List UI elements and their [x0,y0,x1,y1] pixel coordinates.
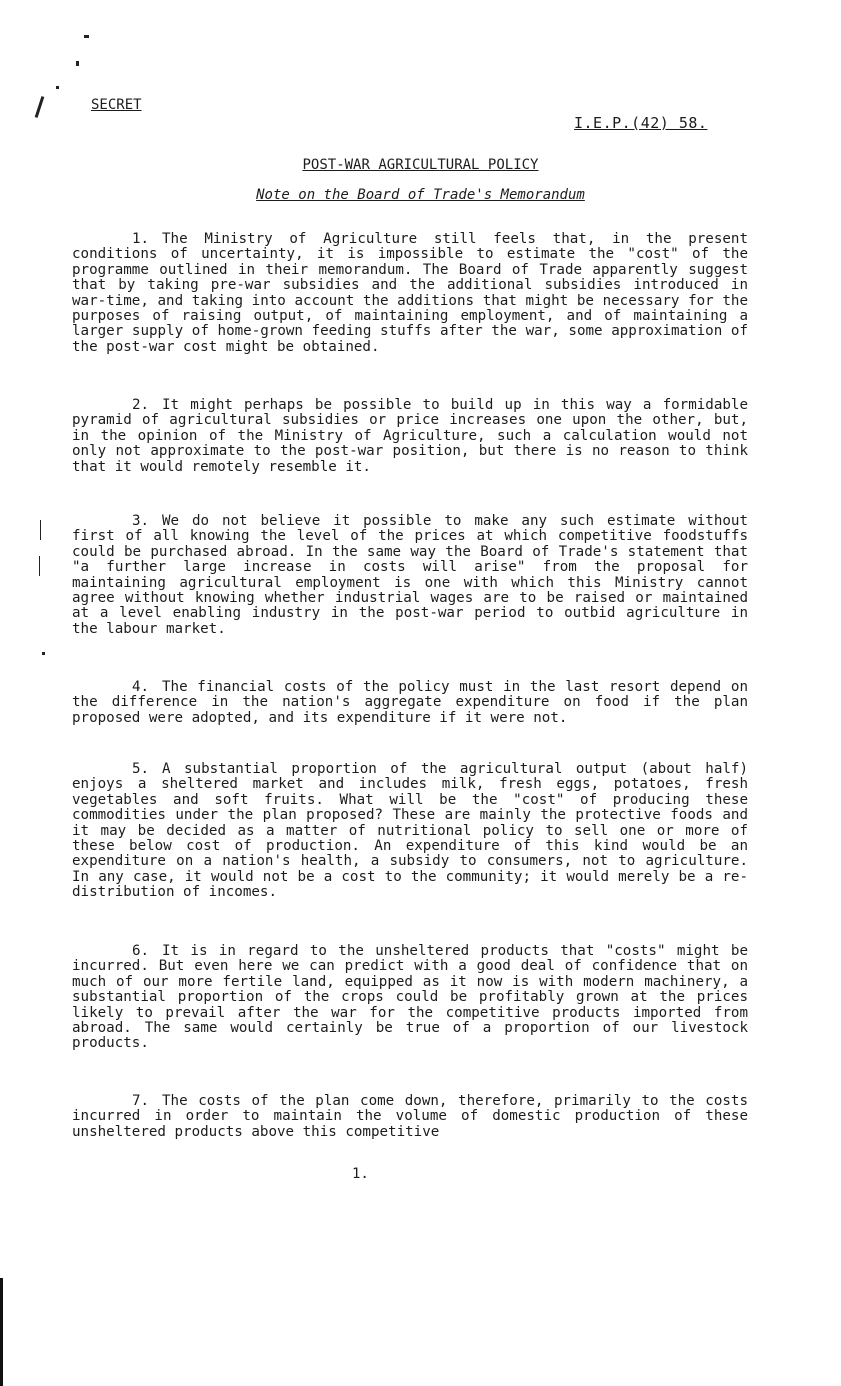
paragraph-4 [72,680,748,726]
paragraph-5 [72,762,748,901]
paragraph-number: 7. [132,1093,150,1109]
paragraph-7 [72,1094,748,1140]
document-title: POST-WAR AGRICULTURAL POLICY [302,157,539,173]
paragraph-text: The Ministry of Agriculture still feels that, in the present conditions of uncertainty, it is impossible to estimate the "cost" of the programme outlined in their memorandum. The Board of Trade apparently suggest that by taking pre-war subsidies and the additional subsidies introduced in war-time, and taking into account the additions that might be necessary for the purposes of raising output, of maintaining employment, and of maintaining a larger supply of home-grown feeding stuffs after the war, some approximation of the post-war cost might be obtained. [72,231,748,355]
paragraph-text: The costs of the plan come down, therefore, primarily to the costs incurred in order to maintain the volume of domestic production of these unsheltered products above this competitive [72,1093,748,1140]
classification-marking: SECRET [91,97,142,113]
margin-bar [39,556,40,576]
margin-tick [35,96,45,118]
paragraph-number: 4. [132,679,150,695]
paragraph-1 [72,232,748,355]
paragraph-3 [72,514,748,637]
margin-bar [40,520,41,540]
paragraph-text: It might perhaps be possible to build up in this way a formidable pyramid of agricultural subsidies or price increases one upon the other, but, in the opinion of the Ministry of Agriculture, such a calculation would not only not approximate to the post-war position, but there is no reason to think that it would remotely resemble it. [72,397,748,475]
page-number: 1. [352,1166,369,1182]
scan-speck [42,652,45,655]
scan-edge [0,1278,3,1386]
paragraph-number: 5. [132,761,150,777]
scan-speck [84,35,89,38]
scan-speck [56,86,59,89]
paragraph-6 [72,944,748,1052]
paragraph-number: 3. [132,513,150,529]
paragraph-number: 6. [132,943,150,959]
document-subtitle: Note on the Board of Trade's Memorandum [256,187,585,203]
document-reference: I.E.P.(42) 58. [574,114,708,132]
paragraph-text: The financial costs of the policy must in the last resort depend on the difference in the nation's aggregate expenditure on food if the plan proposed were adopted, and its expenditure if it were not. [72,679,748,726]
paragraph-number: 2. [132,397,150,413]
scan-speck [76,61,79,66]
paragraph-2 [72,398,748,475]
paragraph-text: It is in regard to the unsheltered products that "costs" might be incurred. But even here we can predict with a good deal of confidence that on much of our more fertile land, equipped as it now is with modern machinery, a substantial proportion of the crops could be profitably grown at the prices likely to prevail after the war for the competitive products imported from abroad. The same would certainly be true of a proportion of our livestock products. [72,943,748,1052]
paragraph-text: A substantial proportion of the agricultural output (about half) enjoys a sheltered market and includes milk, fresh eggs, potatoes, fresh vegetables and soft fruits. What will be the "cost" of producing these commodities under the plan proposed? These are mainly the protective foods and it may be decided as a matter of nutritional policy to sell one or more of these below cost of production. An expenditure of this kind would be an expenditure on a nation's health, a subsidy to consumers, not to agriculture. In any case, it would not be a cost to the community; it would merely be a re-distribution of incomes. [72,761,748,901]
paragraph-number: 1. [132,231,150,247]
paragraph-text: We do not believe it possible to make any such estimate without first of all knowing the level of the prices at which competitive foodstuffs could be purchased abroad. In the same way the Board of Trade's statement that "a further large increase in costs will arise" from the proposal for maintaining agricultural employment is one with which this Ministry cannot agree without knowing whether industrial wages are to be raised or maintained at a level enabling industry in the post-war period to outbid agriculture in the labour market. [72,513,748,637]
